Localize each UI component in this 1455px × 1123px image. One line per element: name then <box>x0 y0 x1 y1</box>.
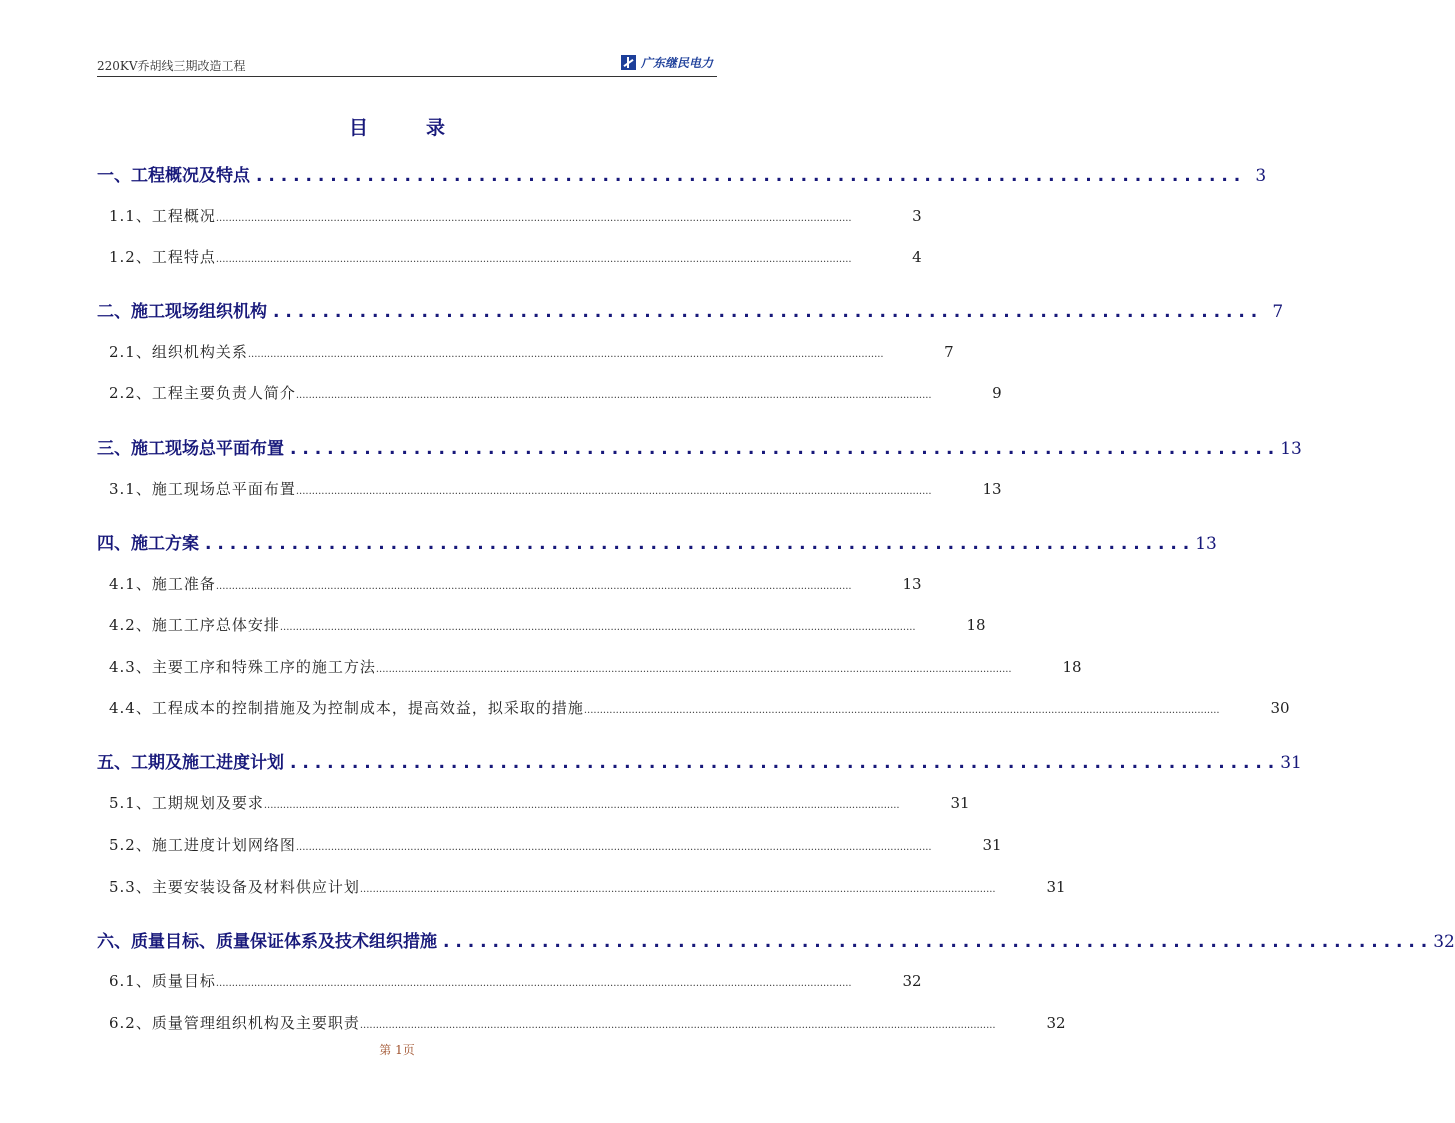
toc-dot-leader: . . . . . . . . . . . . . . . . . . . . . . . . . . . . . . . . . . . . . . . . . . . . . . . . . . . . . . . . . . . . . . . . . . . . . . . . . . . . . . . . <box>205 534 1190 554</box>
toc-section-entry[interactable] <box>109 614 986 635</box>
toc-page-number: 7 <box>1272 302 1284 322</box>
toc-dot-leader: . . . . . . . . . . . . . . . . . . . . . . . . . . . . . . . . . . . . . . . . . . . . . . . . . . . . . . . . . . . . . . . . . . . . . . . . . . . . . . . . <box>273 302 1258 322</box>
toc-chapter-entry[interactable] <box>97 297 1284 322</box>
toc-page-number: 31 <box>950 794 970 812</box>
toc-section-entry[interactable] <box>109 478 1002 499</box>
toc-dot-leader: ........................................................................................................................................................................................................ <box>295 842 932 853</box>
toc-entry-label: 1.2、工程特点 <box>109 248 216 266</box>
toc-entry-label: 四、施工方案 <box>97 534 199 554</box>
toc-entry-label: 六、质量目标、质量保证体系及技术组织措施 <box>97 932 437 952</box>
toc-entry-label: 5.3、主要安装设备及材料供应计划 <box>109 878 360 896</box>
toc-page-number: 30 <box>1270 699 1290 717</box>
toc-section-entry[interactable] <box>109 656 1082 677</box>
toc-dot-leader: ........................................................................................................................................................................................................ <box>247 349 884 360</box>
toc-entry-label: 2.1、组织机构关系 <box>109 343 248 361</box>
toc-entry-label: 4.4、工程成本的控制措施及为控制成本，提高效益，拟采取的措施 <box>109 699 584 717</box>
toc-entry-label: 2.2、工程主要负责人简介 <box>109 384 296 402</box>
toc-entry-label: 4.1、施工准备 <box>109 575 216 593</box>
toc-entry-label: 三、施工现场总平面布置 <box>97 439 284 459</box>
toc-chapter-entry[interactable] <box>97 434 1302 459</box>
toc-section-entry[interactable] <box>109 697 1290 718</box>
toc-entry-label: 3.1、施工现场总平面布置 <box>109 480 296 498</box>
toc-dot-leader: . . . . . . . . . . . . . . . . . . . . . . . . . . . . . . . . . . . . . . . . . . . . . . . . . . . . . . . . . . . . . . . . . . . . . . . . . . . . . . . . <box>290 439 1275 459</box>
toc-dot-leader: ........................................................................................................................................................................................................ <box>375 664 1012 675</box>
toc-dot-leader: ........................................................................................................................................................................................................ <box>583 705 1220 716</box>
toc-entry-label: 6.2、质量管理组织机构及主要职责 <box>109 1014 360 1032</box>
toc-section-entry[interactable] <box>109 573 922 594</box>
toc-entry-label: 4.3、主要工序和特殊工序的施工方法 <box>109 658 376 676</box>
toc-page-number: 31 <box>1280 753 1302 773</box>
toc-page-number: 31 <box>1046 878 1066 896</box>
toc-page-number: 13 <box>902 575 922 593</box>
toc-chapter-entry[interactable] <box>97 927 1455 952</box>
toc-page-number: 9 <box>992 384 1002 402</box>
toc-entry-label: 5.1、工期规划及要求 <box>109 794 264 812</box>
toc-entry-label: 五、工期及施工进度计划 <box>97 753 284 773</box>
toc-dot-leader: ........................................................................................................................................................................................................ <box>295 390 932 401</box>
toc-entry-label: 6.1、质量目标 <box>109 972 216 990</box>
toc-dot-leader: ........................................................................................................................................................................................................ <box>215 978 852 989</box>
toc-chapter-entry[interactable] <box>97 161 1267 186</box>
toc-dot-leader: ........................................................................................................................................................................................................ <box>359 1020 996 1031</box>
toc-section-entry[interactable] <box>109 970 922 991</box>
company-name: 广东继民电力 <box>640 55 713 70</box>
toc-section-entry[interactable] <box>109 341 954 362</box>
toc-dot-leader: ........................................................................................................................................................................................................ <box>215 213 852 224</box>
toc-page-number: 18 <box>966 616 986 634</box>
toc-dot-leader: ........................................................................................................................................................................................................ <box>359 884 996 895</box>
toc-page-number: 32 <box>1046 1014 1066 1032</box>
toc-entry-label: 二、施工现场组织机构 <box>97 302 267 322</box>
toc-page-number: 13 <box>982 480 1002 498</box>
toc-chapter-entry[interactable] <box>97 748 1302 773</box>
toc-chapter-entry[interactable] <box>97 529 1217 554</box>
toc-dot-leader: . . . . . . . . . . . . . . . . . . . . . . . . . . . . . . . . . . . . . . . . . . . . . . . . . . . . . . . . . . . . . . . . . . . . . . . . . . . . . . . . <box>290 753 1275 773</box>
toc-dot-leader: ........................................................................................................................................................................................................ <box>279 622 916 633</box>
page-number: 第 1页 <box>379 1043 415 1057</box>
toc-page-number: 13 <box>1195 534 1217 554</box>
project-name: 220KV乔胡线三期改造工程 <box>97 59 246 73</box>
toc-dot-leader: ........................................................................................................................................................................................................ <box>263 800 900 811</box>
toc-page-number: 3 <box>1255 166 1267 186</box>
toc-section-entry[interactable] <box>109 246 922 267</box>
toc-dot-leader: . . . . . . . . . . . . . . . . . . . . . . . . . . . . . . . . . . . . . . . . . . . . . . . . . . . . . . . . . . . . . . . . . . . . . . . . . . . . . . . . <box>443 932 1428 952</box>
toc-section-entry[interactable] <box>109 205 922 226</box>
toc-entry-label: 一、工程概况及特点 <box>97 166 250 186</box>
toc-page-number: 3 <box>912 207 922 225</box>
toc-dot-leader: . . . . . . . . . . . . . . . . . . . . . . . . . . . . . . . . . . . . . . . . . . . . . . . . . . . . . . . . . . . . . . . . . . . . . . . . . . . . . . . . <box>256 166 1241 186</box>
toc-entry-label: 5.2、施工进度计划网络图 <box>109 836 296 854</box>
toc-dot-leader: ........................................................................................................................................................................................................ <box>215 254 852 265</box>
toc-page-number: 31 <box>982 836 1002 854</box>
toc-page-number: 18 <box>1062 658 1082 676</box>
toc-section-entry[interactable] <box>109 792 970 813</box>
toc-page-number: 13 <box>1280 439 1302 459</box>
toc-section-entry[interactable] <box>109 1012 1066 1033</box>
toc-section-entry[interactable] <box>109 876 1066 897</box>
toc-page-number: 32 <box>902 972 922 990</box>
toc-entry-label: 1.1、工程概况 <box>109 207 216 225</box>
toc-page-number: 32 <box>1433 932 1455 952</box>
toc-entry-label: 4.2、施工工序总体安排 <box>109 616 280 634</box>
toc-section-entry[interactable] <box>109 382 1002 403</box>
toc-page-number: 7 <box>944 343 954 361</box>
toc-title: 目录 <box>348 117 503 139</box>
toc-dot-leader: ........................................................................................................................................................................................................ <box>295 486 932 497</box>
toc-dot-leader: ........................................................................................................................................................................................................ <box>215 581 852 592</box>
toc-page-number: 4 <box>912 248 922 266</box>
toc-section-entry[interactable] <box>109 834 1002 855</box>
